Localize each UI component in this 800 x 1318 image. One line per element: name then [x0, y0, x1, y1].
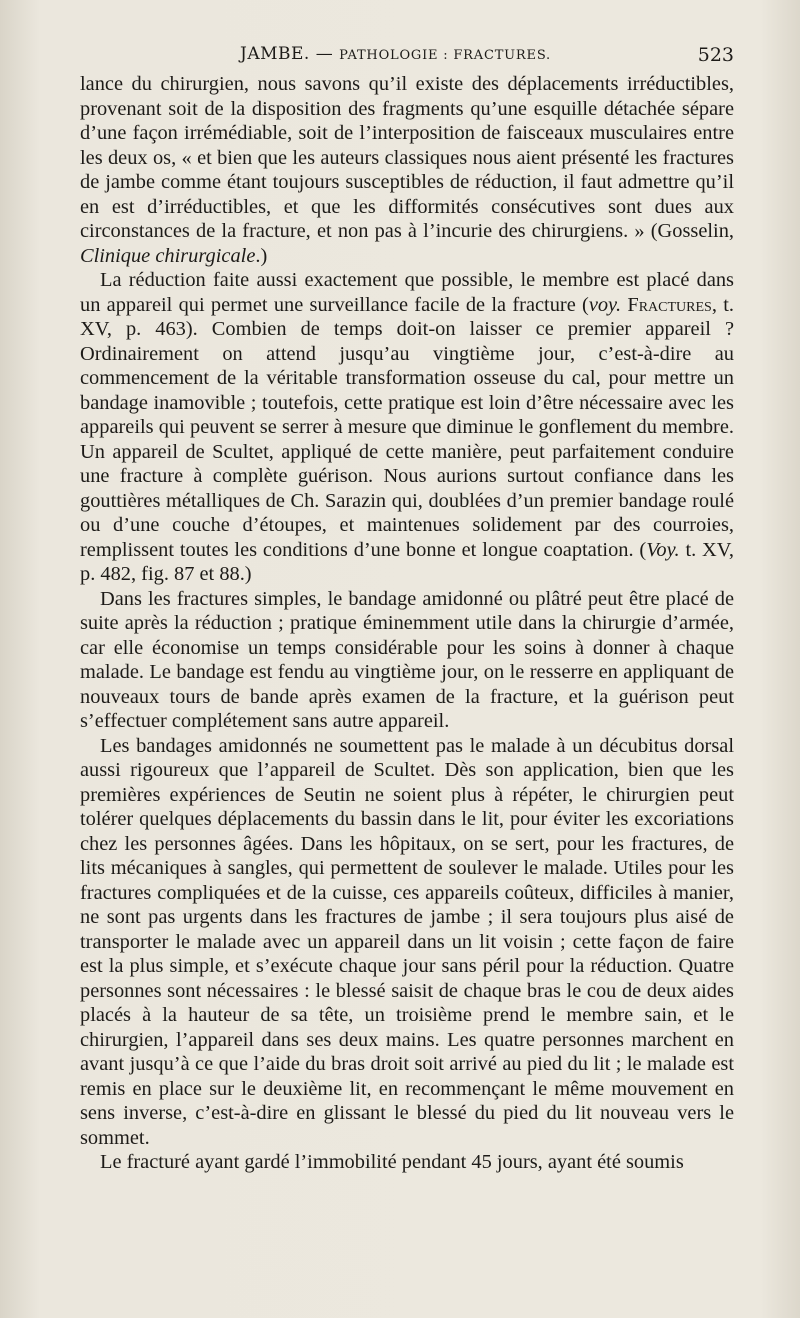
- paragraph-text: t. XV, p. 482, fig. 87 et 88.): [80, 538, 734, 585]
- paragraph-text: voy.: [588, 293, 622, 316]
- paragraph-text: lance du chirurgien, nous savons qu’il existe des déplacements irréductibles, provenant soit de la disposition des fragments qu’une esquille détachée sépare d’une façon irrémédiable, soit de l’interposition de faisceaux musculaires entre les deux os, « et bien que les auteurs classiques nous aient présenté les fractures de jambe comme étant toujours susceptibles de réduction, il faut admettre qu’il en est d’irréductibles, et que les difformités consécutives sont dues aux circonstances de la fracture, et non pas à l’incurie des chirurgiens. » (Gosselin,: [80, 73, 734, 242]
- paragraph-text: Dans les fractures simples, le bandage amidonné ou plâtré peut être placé de suite après la réduction ; pratique éminemment utile dans la chirurgie d’armée, car elle économise un temps considérable pour les soins à donner à chaque malade. Le bandage est fendu au vingtième jour, on le resserre en appliquant de nouveaux tours de bande après examen de la fracture, et la guérison peut s’effectuer complétement sans autre appareil.: [80, 587, 734, 732]
- paragraph-text: Le fracturé ayant gardé l’immobilité pendant 45 jours, ayant été soumis: [100, 1151, 684, 1173]
- paragraph-p2: [80, 268, 734, 587]
- paragraph-text: Clinique chirurgicale: [80, 244, 256, 267]
- paragraph-text: .): [255, 244, 268, 267]
- paragraph-p4: [80, 734, 734, 1151]
- running-title-main: JAMBE.: [240, 44, 310, 64]
- page-header: [80, 40, 734, 72]
- running-title-separator: —: [309, 44, 340, 64]
- running-title: [240, 44, 551, 64]
- running-title-sub: PATHOLOGIE : FRACTURES.: [339, 48, 551, 63]
- paragraph-p1: [80, 72, 734, 268]
- paragraph-text: Fractures: [627, 293, 712, 316]
- paragraph-p3: [80, 587, 734, 734]
- paragraph-text: La réduction faite aussi exactement que possible, le membre est placé dans un appareil qui permet une surveillance facile de la fracture (: [80, 269, 734, 316]
- paragraph-text: , t. XV, p. 463). Combien de temps doit-on laisser ce premier appareil ? Ordinairement on attend jusqu’au vingtième jour, c’est-à-dire au commencement de la véritable transformation osseuse du cal, pour mettre un bandage inamovible ; toutefois, cette pratique est loin d’être nécessaire avec les appareils qui peuvent se serrer à mesure que diminue le gonflement du membre. Un appareil de Scultet, appliqué de cette manière, peut parfaitement conduire une fracture à complète guérison. Nous aurions surtout confiance dans les gouttières métalliques de Ch. Sarazin qui, doublées d’un premier bandage roulé ou d’une couche d’étoupes, et maintenues solidement par des courroies, remplissent toutes les conditions d’une bonne et longue coaptation. (: [80, 293, 734, 561]
- body-text: [80, 72, 734, 1175]
- paragraph-text: Les bandages amidonnés ne soumettent pas le malade à un décubitus dorsal aussi rigoureux que l’appareil de Scultet. Dès son application, bien que les premières expériences de Seutin ne soient plus à répéter, le chirurgien peut tolérer quelques déplacements du bassin dans le lit, pour éviter les excoriations chez les personnes âgées. Dans les hôpitaux, on se sert, pour les fractures, de lits mécaniques à sangles, qui permettent de soulever le malade. Utiles pour les fractures compliquées et de la cuisse, ces appareils coûteux, difficiles à manier, ne sont pas urgents dans les fractures de jambe ; il sera toujours plus aisé de transporter le malade avec un appareil dans un lit voisin ; cette façon de faire est la plus simple, et s’exécute chaque jour sans péril pour la réduction. Quatre personnes sont nécessaires : le blessé saisit de chaque bras le cou de deux aides placés à la hauteur de sa tête, un troisième prend le membre sain, et le chirurgien, l’appareil dans ses deux mains. Les quatre personnes marchent en avant jusqu’à ce que l’aide du bras droit soit arrivé au pied du lit ; le malade est remis en place sur le deuxième lit, en recommençant le même mouvement en sens inverse, c’est-à-dire en glissant le blessé du pied du lit nouveau vers le sommet.: [80, 734, 734, 1149]
- paragraph-p5: [80, 1150, 734, 1175]
- page-number: 523: [697, 44, 734, 66]
- paragraph-text: Voy.: [646, 538, 680, 561]
